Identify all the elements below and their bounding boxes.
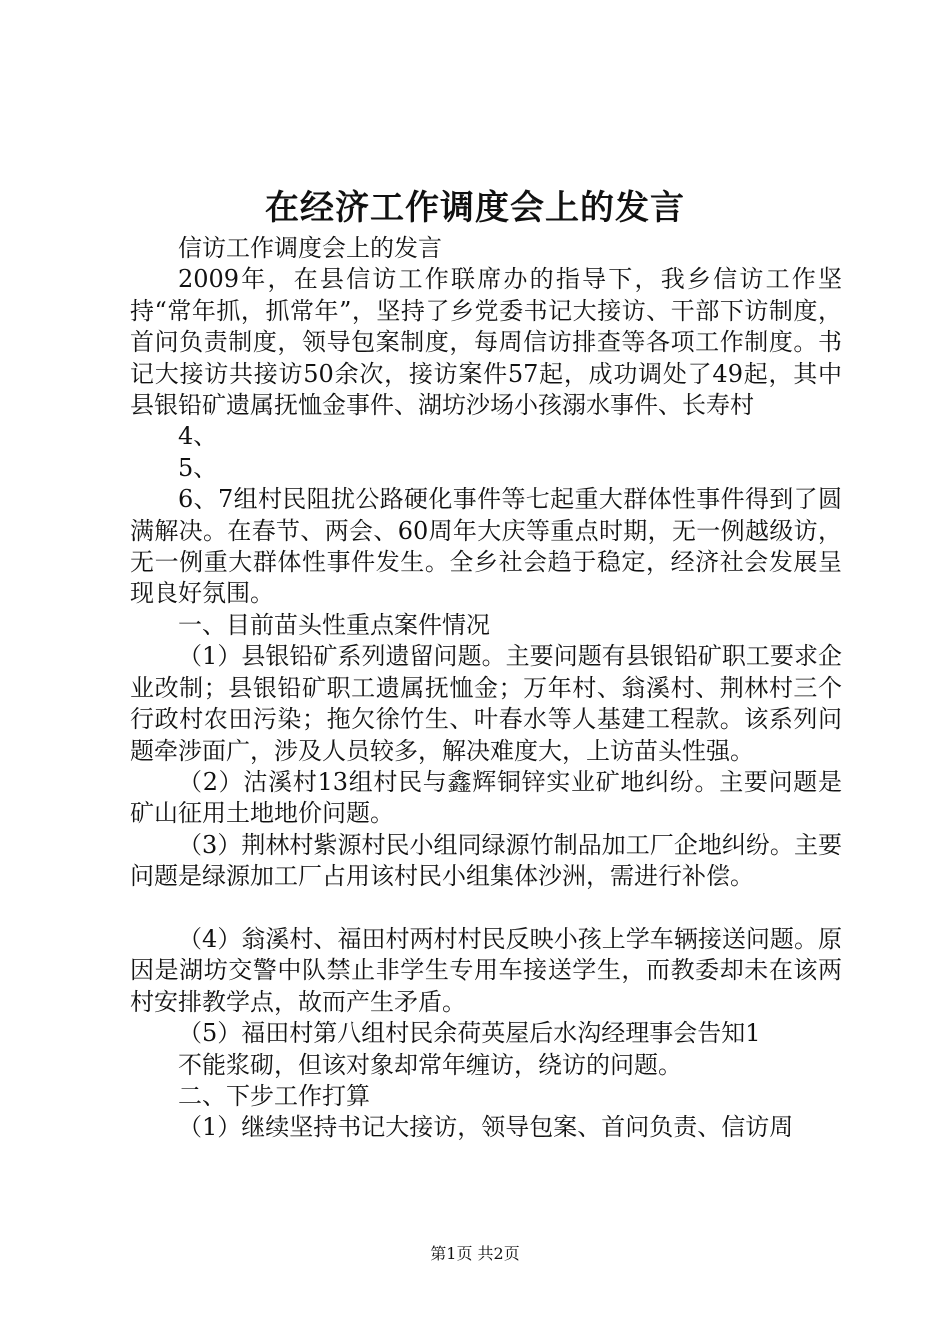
document-body (130, 233, 842, 1144)
paragraph-case-1: （1）县银铅矿系列遗留问题。主要问题有县银铅矿职工要求企业改制；县银铅矿职工遗属抚恤金；万年村、翁溪村、荆林村三个行政村农田污染；拖欠徐竹生、叶春水等人基建工程款。该系列问题牵涉面广，涉及人员较多，解决难度大，上访苗头性强。 (130, 642, 842, 765)
section-heading-2: 二、下步工作打算 (178, 1081, 370, 1110)
paragraph-case-4: （4）翁溪村、福田村两村村民反映小孩上学车辆接送问题。原因是湖坊交警中队禁止非学生专用车接送学生，而教委却未在该两村安排教学点，故而产生矛盾。 (130, 924, 842, 1016)
section-heading-1: 一、目前苗头性重点案件情况 (178, 610, 490, 639)
paragraph-case-2: （2）沽溪村13组村民与鑫辉铜锌实业矿地纠纷。主要问题是矿山征用土地地价问题。 (130, 767, 842, 828)
paragraph-case-5: （5）福田村第八组村民余荷英屋后水沟经理事会告知1 (178, 1019, 761, 1048)
paragraph-case-3: （3）荆林村紫源村民小组同绿源竹制品加工厂企地纠纷。主要问题是绿源加工厂占用该村民小组集体沙洲，需进行补偿。 (130, 830, 842, 891)
page-number-footer: 第1页 共2页 (430, 1244, 520, 1263)
document-title: 在经济工作调度会上的发言 (265, 188, 685, 228)
paragraph-intro: 2009年，在县信访工作联席办的指导下，我乡信访工作坚持“常年抓，抓常年”，坚持了乡党委书记大接访、干部下访制度，首问负责制度，领导包案制度，每周信访排查等各项工作制度。书记大接访共接访50余次，接访案件57起，成功调处了49起，其中县银铅矿遗属抚恤金事件、湖坊沙场小孩溺水事件、长寿村 (130, 265, 842, 420)
paragraph-item-6: 6、7组村民阻扰公路硬化事件等七起重大群体性事件得到了圆满解决。在春节、两会、60周年大庆等重点时期，无一例越级访，无一例重大群体性事件发生。全乡社会趋于稳定，经济社会发展呈现良好氛围。 (130, 485, 842, 608)
paragraph-subtitle: 信访工作调度会上的发言 (178, 234, 442, 262)
paragraph-item-4: 4、 (178, 422, 218, 451)
paragraph-item-5: 5、 (178, 453, 218, 482)
paragraph-case-5-cont: 不能浆砌，但该对象却常年缠访，绕访的问题。 (178, 1050, 682, 1079)
paragraph-plan-1: （1）继续坚持书记大接访，领导包案、首问负责、信访周 (178, 1113, 794, 1142)
